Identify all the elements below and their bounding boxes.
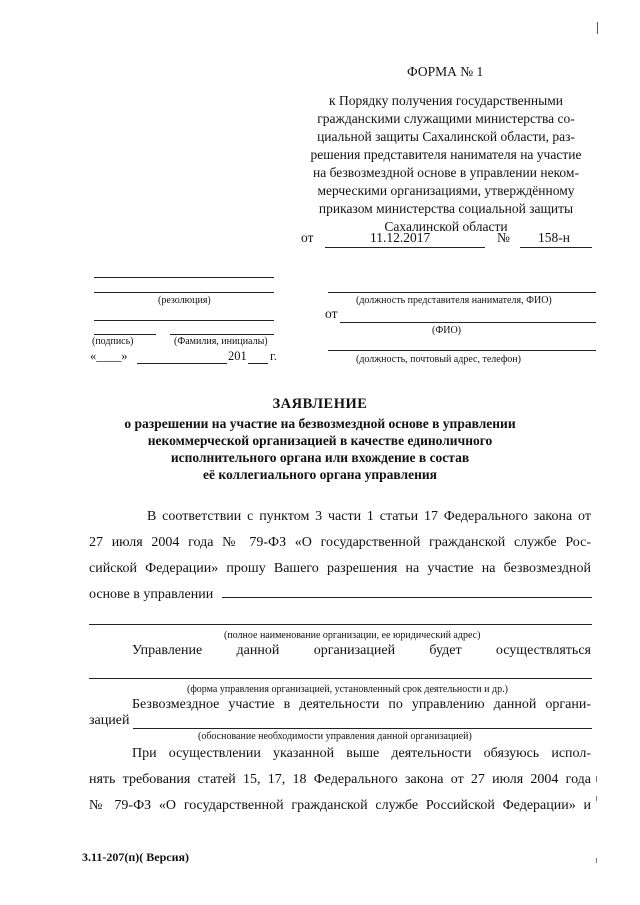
scan-mark [596, 796, 597, 801]
p4-line: нять требования статей 15, 17, 18 Федерального закона от 27 июля 2004 года [89, 772, 591, 787]
date-prefix: «____» [90, 349, 128, 363]
fio-caption: (ФИО) [432, 325, 462, 336]
p1-line-last: основе в управлении [89, 587, 214, 602]
p2-word: будет [429, 643, 462, 658]
p1-line: 27 июля 2004 года № 79-ФЗ «О государственной гражданской службе Рос- [89, 535, 591, 550]
p2-word: данной [236, 643, 280, 658]
order-date: 11.12.2017 [370, 230, 431, 245]
header-line: мерческими организациями, утверждённому [317, 183, 575, 198]
footer-code: 3.11-207(п)( Версия) [82, 850, 189, 864]
scan-mark [596, 858, 597, 863]
form-title: ФОРМА № 1 [407, 64, 484, 79]
p3-line-last: зацией [89, 713, 130, 728]
year-prefix: 201 [228, 349, 247, 363]
p2-word: осуществляться [495, 643, 591, 658]
p2-word: Управление [132, 643, 203, 658]
header-line: гражданскими служащими министерства со- [317, 111, 575, 126]
from-label: от [325, 306, 338, 321]
p2-word: организацией [313, 643, 396, 658]
organization-caption: (полное наименование организации, ее юридический адрес) [224, 630, 481, 641]
management-caption: (форма управления организацией, установленный срок деятельности и др.) [187, 684, 508, 695]
subtitle-line: её коллегиального органа управления [203, 467, 437, 482]
header-line: приказом министерства социальной защиты [318, 201, 574, 216]
scan-mark [597, 22, 598, 34]
p1-line: В соответствии с пунктом 3 части 1 статьи 17 Федерального закона от [147, 509, 591, 524]
order-number-label: № [497, 230, 510, 245]
paragraph-2 [132, 643, 591, 659]
paragraph-1 [89, 504, 591, 608]
resolution-caption: (резолюция) [158, 295, 211, 306]
position-caption: (должность представителя нанимателя, ФИО) [356, 295, 552, 306]
p4-line: При осуществлении указанной выше деятельности обязуюсь испол- [132, 746, 591, 761]
header-line: на безвозмездной основе в управлении неком- [313, 165, 579, 180]
statement-subtitle [60, 415, 580, 483]
header-line: решения представителя нанимателя на участие [310, 147, 582, 162]
paragraph-4 [89, 741, 591, 819]
header-line: к Порядку получения государственными [329, 93, 563, 108]
scan-mark [596, 776, 597, 782]
name-initials-caption: (Фамилия, инициалы) [174, 336, 268, 347]
order-number: 158-н [538, 230, 570, 245]
header-line: Сахалинской области [384, 219, 508, 234]
signature-caption: (подпись) [92, 336, 134, 347]
year-suffix: г. [270, 349, 277, 363]
p3-line: Безвозмездное участие в деятельности по управлению данной органи- [132, 697, 591, 712]
subtitle-line: о разрешении на участие на безвозмездной основе в управлении [124, 416, 516, 431]
p1-line: сийской Федерации» прошу Вашего разрешения на участие на безвозмездной [89, 561, 591, 576]
header-line: циальной защиты Сахалинской области, раз- [317, 129, 575, 144]
contacts-caption: (должность, почтовый адрес, телефон) [356, 354, 521, 365]
p4-line: № 79-ФЗ «О государственной гражданской службе Российской Федерации» и [89, 798, 591, 813]
subtitle-line: некоммерческой организацией в качестве единоличного [147, 433, 493, 448]
approval-header [296, 92, 596, 236]
statement-title: ЗАЯВЛЕНИЕ [272, 396, 368, 412]
subtitle-line: исполнительного органа или вхождение в состав [170, 450, 470, 465]
order-from-label: от [301, 230, 314, 245]
reason-caption: (обоснование необходимости управления данной организацией) [198, 731, 472, 742]
